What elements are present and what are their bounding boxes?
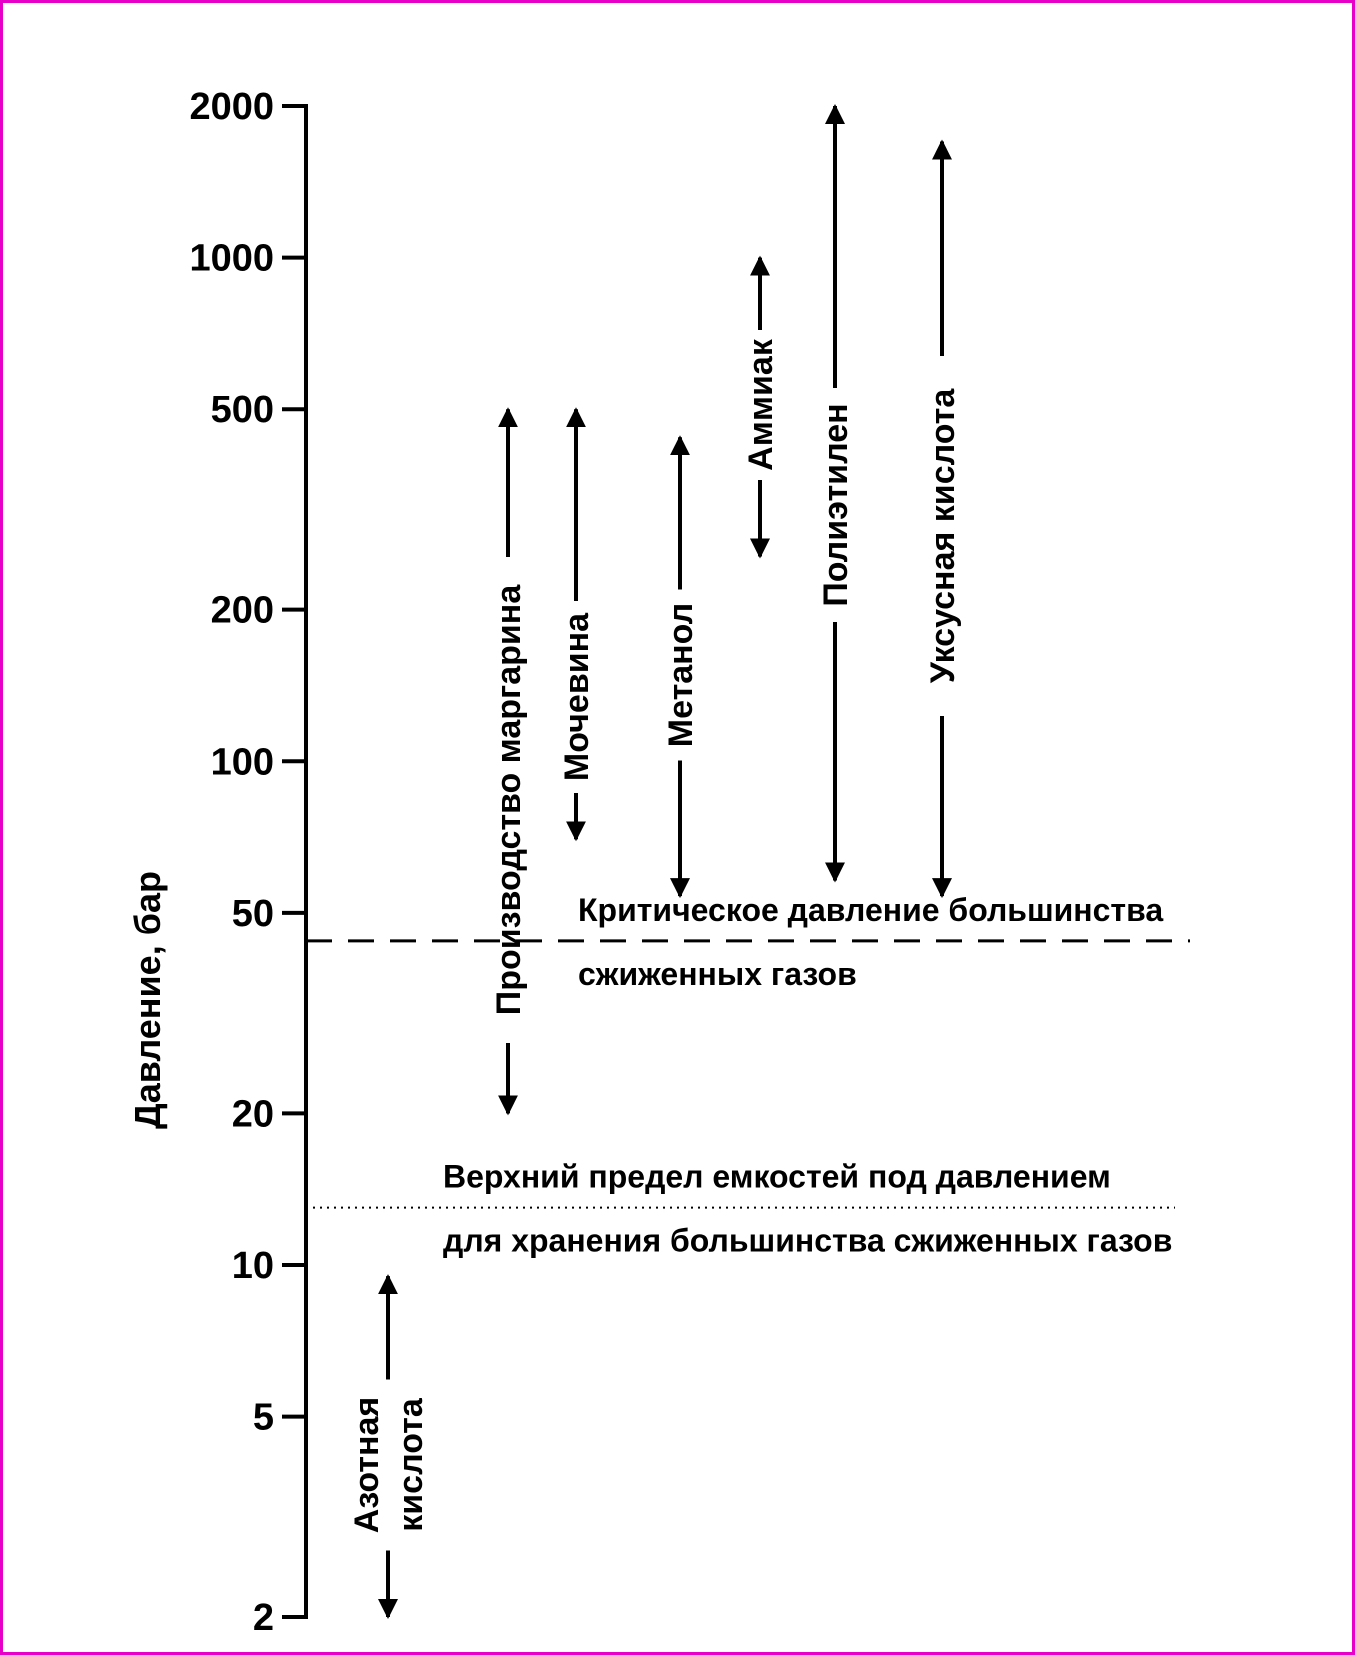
y-axis-title: Давление, бар bbox=[127, 871, 168, 1129]
y-tick-label-2: 2 bbox=[252, 1597, 274, 1639]
range-0 bbox=[348, 1276, 430, 1617]
range-label: Аммиак bbox=[742, 339, 780, 471]
range-6 bbox=[924, 142, 962, 897]
process-ranges bbox=[348, 106, 962, 1617]
range-label: Полиэтилен bbox=[817, 403, 855, 607]
range-label: кислота bbox=[392, 1398, 430, 1532]
range-2 bbox=[558, 409, 596, 839]
y-tick-label-1000: 1000 bbox=[189, 237, 274, 280]
y-axis bbox=[189, 86, 308, 1639]
y-tick-label-200: 200 bbox=[210, 589, 274, 632]
reference-note-line1: Верхний предел емкостей под давлением bbox=[443, 1158, 1111, 1195]
y-tick-label-20: 20 bbox=[231, 1093, 274, 1136]
range-1 bbox=[490, 409, 528, 1113]
y-tick-label-50: 50 bbox=[231, 892, 274, 935]
range-4 bbox=[742, 258, 780, 557]
range-label: Метанол bbox=[662, 602, 700, 748]
range-3 bbox=[662, 437, 700, 896]
range-label: Производство маргарина bbox=[490, 584, 528, 1016]
range-label: Мочевина bbox=[558, 612, 596, 782]
y-tick-label-10: 10 bbox=[231, 1244, 274, 1287]
y-tick-label-500: 500 bbox=[210, 389, 274, 432]
range-label: Уксусная кислота bbox=[924, 388, 962, 684]
y-tick-label-100: 100 bbox=[210, 741, 274, 784]
reference-note-line2: для хранения большинства сжиженных газов bbox=[443, 1222, 1173, 1259]
y-tick-label-2000: 2000 bbox=[189, 86, 274, 128]
range-5 bbox=[817, 106, 855, 880]
y-tick-label-5: 5 bbox=[252, 1396, 274, 1439]
reference-note-line1: Критическое давление большинства bbox=[578, 891, 1164, 928]
reference-note-line2: сжиженных газов bbox=[578, 955, 857, 992]
range-label: Азотная bbox=[348, 1396, 386, 1534]
reference-lines bbox=[306, 892, 1190, 1259]
